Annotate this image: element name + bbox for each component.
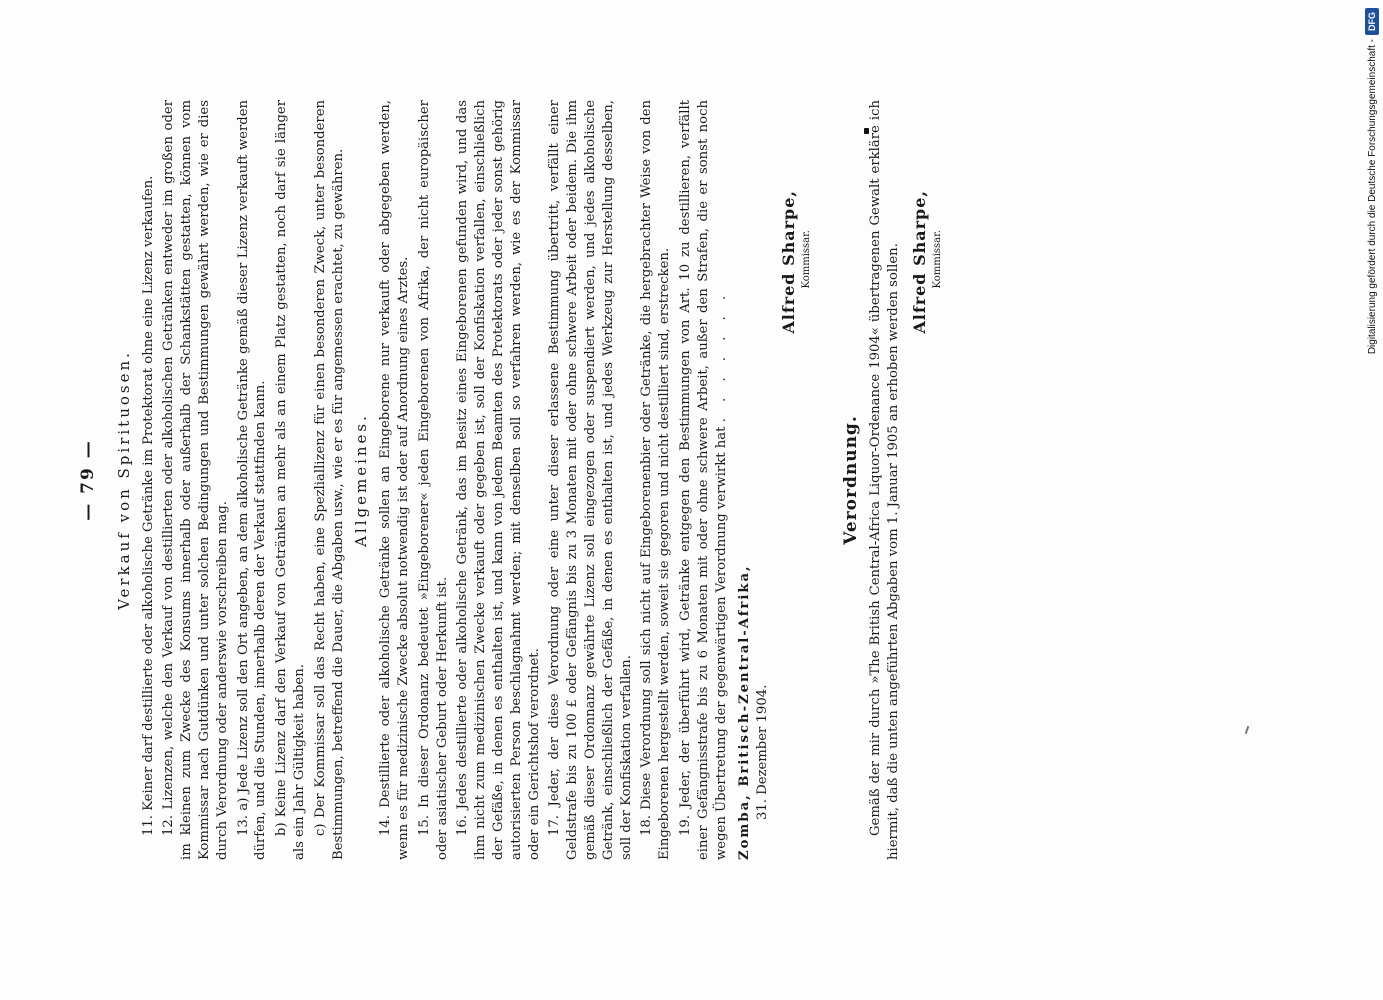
paragraph-13c: c) Der Kommissar soll das Recht haben, eine Spezliallizenz für einen besonderen Zweck, unter besonderen Bestimmungen, betreffend die Dauer, die Abgaben usw., wie er es für angemessen erachtet, zu gewähren. bbox=[312, 100, 346, 860]
paragraph-12: 12. Lizenzen, welche den Verkauf von destillierten oder alkoholischen Getränken entweder im großen oder im kleinen zum Zwecke des Konsums innerhalb oder außerhalb der Schankstätten gestatten, können vom Kommissar nach Gutdünken und unter solchen Bedingungen und Bestimmungen gewährt werden, wie er dies durch Verordnung oder anderswie vorschreiben mag. bbox=[161, 100, 230, 860]
margin-credit-text: Digitalisierung gefördert durch die Deutsche Forschungsgemeinschaft - bbox=[1367, 39, 1378, 355]
place-line bbox=[736, 100, 754, 860]
section-heading-spirits: Verkauf von Spirituosen. bbox=[114, 350, 133, 610]
paragraph-13a: 13. a) Jede Lizenz soll den Ort angeben, an dem alkoholische Getränke gemäß dieser Lizenz verkauft werden dürfen, und die Stunden, innerhalb deren der Verkauf stattfinden kann. bbox=[235, 100, 269, 860]
place-text: Zomba, Britisch-Zentral-Afrika, bbox=[737, 564, 753, 860]
paragraph-13b: b) Keine Lizenz darf den Verkauf von Getränken an mehr als an einem Platz gestatten, noch darf sie länger als ein Jahr Gültigkeit haben. bbox=[274, 100, 307, 860]
ellipsis-dots: . . . . . . . bbox=[713, 289, 729, 423]
rotated-document-page bbox=[50, 0, 1110, 995]
section-heading-general: Allgemeines. bbox=[352, 413, 371, 547]
paragraph-14: 14. Destillierte oder alkoholische Getränke sollen an Eingeborene nur verkauft oder abgegeben werden, wenn es für medizinische Zwecke absolut notwendig ist oder auf Anordnung eines Arztes. bbox=[378, 100, 411, 860]
paragraph-11: 11. Keiner darf destillierte oder alkoholische Getränke im Protektorat ohne eine Lizenz verkaufen. bbox=[140, 175, 156, 836]
page-number: — 79 — bbox=[78, 439, 98, 521]
paragraph-19-text: 19. Jeder, der überführt wird, Getränke entgegen den Bestimmungen von Art. 10 zu destillieren, verfällt einer Gefängnisstrafe bis zu 6 Monaten mit oder ohne schwere Arbeit, außer den Strafen, die er sonst noch wegen Übertretung der gegenwärtigen Verordnung verwirkt hat bbox=[677, 100, 729, 860]
section-heading-ordinance: Verordnung. bbox=[841, 415, 862, 545]
margin-credit-strip bbox=[1364, 8, 1382, 988]
ordinance-paragraph: Gemäß der mir durch »The British Central-Africa Liquor-Ordenance 1904« übertragenen Gewalt erkläre ich hiermit, daß die unten angeführten Abgaben vom 1. Januar 1905 an erhoben werden sollen. bbox=[868, 100, 902, 860]
signature: Alfred Sharpe, bbox=[778, 190, 798, 334]
paragraph-16: 16. Jedes destillierte oder alkoholische Getränk, das im Besitz eines Eingeborenen gefunden wird, und das ihm nicht zum medizinischen Zwecke verkauft oder gegeben ist, soll der Konfiskation verfallen, einschließlich der Gefäße, in denen es enthalten ist, und kann von jedem Beamten des Protektorats oder jeder sonst gehörig autorisierten Person beschlagnahmt werden; mit denselben soll so verfahren werden, wie es der Kommissar oder ein Gerichtshof verordnet. bbox=[455, 100, 542, 860]
paragraph-18: 18. Diese Verordnung soll sich nicht auf Eingeborenenbier oder Getränke, die hergebrachter Weise von den Eingeborenen hergestellt werden, soweit sie gegoren und nicht destilliert sind, erstrecken. bbox=[639, 100, 673, 860]
paragraph-17: 17. Jeder, der diese Verordnung oder eine unter dieser erlassene Bestimmung übertritt, verfällt einer Geldstrafe bis zu 100 £ oder Gefängnis bis zu 3 Monaten mit oder ohne schwere Arbeit oder beidem. Die ihm gemäß dieser Ordonnanz gewährte Lizenz soll eingezogen oder suspendiert werden, und jedes alkoholische Getränk, einschließlich der Gefäße, in denen es enthalten ist, und jedes Werkzeug zur Herstellung desselben, soll der Konfiskation verfallen. bbox=[547, 100, 634, 860]
paragraph-15: 15. In dieser Ordonanz bedeutet »Eingeborener« jeden Eingeborenen von Afrika, der nicht europäischer oder asiatischer Geburt oder Herkunft ist. bbox=[416, 100, 450, 860]
signature-title-2: Kommissar. bbox=[931, 230, 943, 289]
paragraph-19 bbox=[677, 100, 730, 860]
signature-title: Kommissar. bbox=[800, 230, 812, 289]
signature-2: Alfred Sharpe, bbox=[909, 190, 929, 334]
date-line: 31. Dezember 1904. bbox=[755, 684, 771, 820]
dfg-logo: DFG bbox=[1365, 8, 1379, 35]
margin-credit bbox=[1364, 8, 1382, 988]
page-content bbox=[80, 100, 950, 860]
